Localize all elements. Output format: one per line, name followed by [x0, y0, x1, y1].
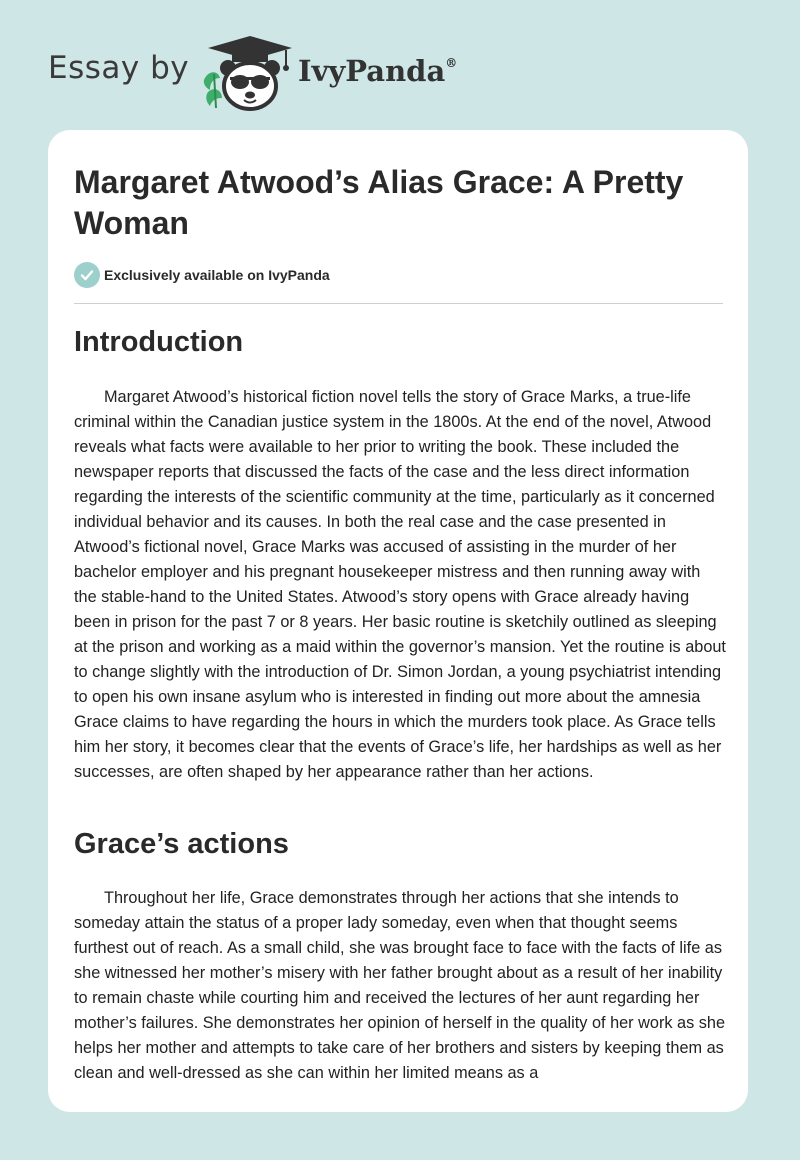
- divider: [74, 303, 723, 304]
- brand-label: IvyPanda: [298, 54, 446, 88]
- badge-text: Exclusively available on IvyPanda: [104, 267, 330, 283]
- essay-by-label: Essay by: [48, 50, 190, 86]
- check-icon: [74, 262, 100, 288]
- brand-name[interactable]: [298, 54, 457, 88]
- exclusive-badge: [74, 262, 330, 288]
- section-heading-graces-actions: Grace’s actions: [74, 828, 289, 860]
- article-card: [48, 130, 748, 1112]
- page-title: Margaret Atwood’s Alias Grace: A Pretty Woman: [74, 164, 684, 241]
- registered-mark: ®: [445, 56, 458, 70]
- section-paragraph-graces-actions: Throughout her life, Grace demonstrates through her actions that she intends to someday attain the status of a proper lady someday, even when that thought seems furthest out of reach. As a small child, she was brought face to face with the facts of life as she witnessed her mother’s misery with her father brought about as a result of her inability to remain chaste while courting him and received the lectures of her aunt regarding her mother’s failures. She demonstrates her opinion of herself in the quality of her work as she helps her mother and attempts to take care of her brothers and sisters by keeping them as clean and well-dressed as she can within her limited means as a: [74, 889, 725, 1082]
- section-heading-introduction: Introduction: [74, 326, 244, 358]
- section-paragraph-introduction: Margaret Atwood’s historical fiction novel tells the story of Grace Marks, a true-life criminal within the Canadian justice system in the 1800s. At the end of the novel, Atwood reveals what facts were available to her prior to writing the book. These included the newspaper reports that discussed the facts of the case and the less direct information regarding the interests of the scientific community at the time, particularly as it concerned individual behavior and its causes. In both the real case and the case presented in Atwood’s fictional novel, Grace Marks was accused of assisting in the murder of her bachelor employer and his pregnant housekeeper mistress and then running away with the stable-hand to the United States. Atwood’s story opens with Grace already having been in prison for the past 7 or 8 years. Her basic routine is sketchily outlined as sleeping at the prison and working as a maid within the governor’s mansion. Yet the routine is about to change slightly with the introduction of Dr. Simon Jordan, a young psychiatrist intending to open his own insane asylum who is interested in finding out more about the amnesia Grace claims to have regarding the hours in which the murders took place. As Grace tells him her story, it becomes clear that the events of Grace’s life, her hardships as well as her successes, are often shaped by her appearance rather than her actions.: [74, 388, 726, 781]
- panda-logo-icon[interactable]: [200, 34, 294, 112]
- site-header: [0, 0, 800, 130]
